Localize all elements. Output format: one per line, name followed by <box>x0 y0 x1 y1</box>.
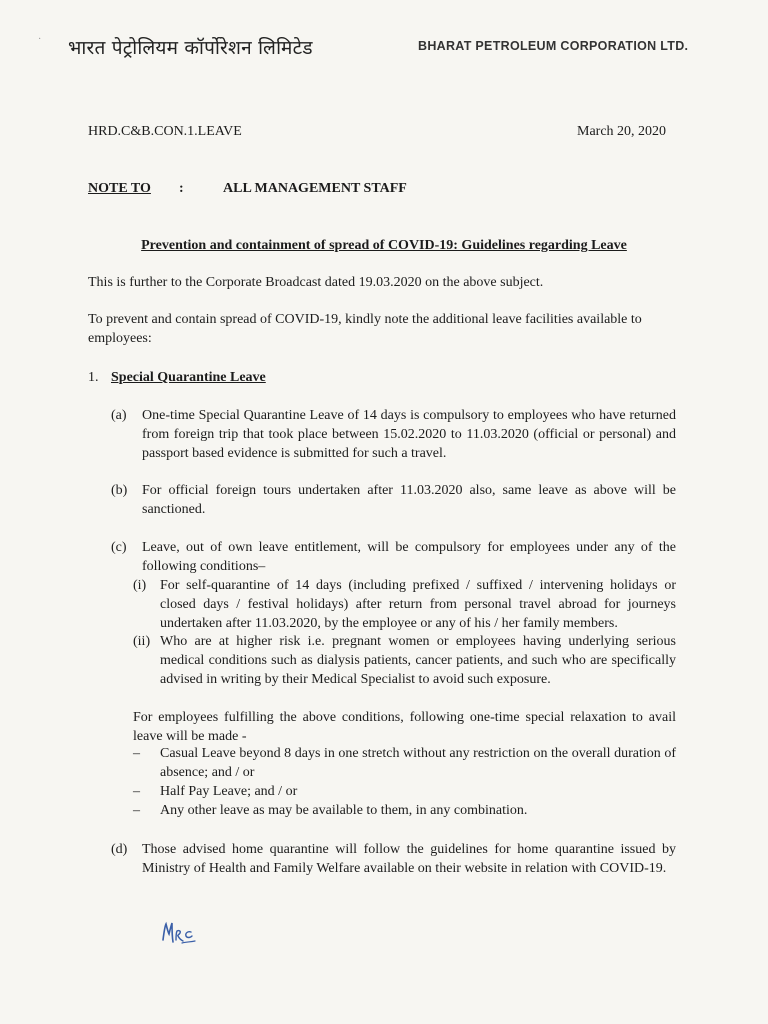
dash-item-text: Any other leave as may be available to them, in any combination. <box>160 803 528 818</box>
document-date: March 20, 2020 <box>577 124 667 139</box>
dash-marker: – <box>133 746 140 761</box>
sub-item-text: For self-quarantine of 14 days (including prefixed / suffixed / intervening holidays or closed days / festival holidays) after return from personal travel abroad for journeys undertaken after 11.03.2020, by the employee or any of his / her family members. <box>160 578 676 631</box>
note-to-recipient: ALL MANAGEMENT STAFF <box>223 181 407 196</box>
list-marker: (a) <box>111 408 127 423</box>
relaxation-paragraph: For employees fulfilling the above conditions, following one-time special relaxation to avail leave will be made - <box>133 710 676 744</box>
note-to-label: NOTE TO <box>88 181 151 196</box>
dash-marker: – <box>133 784 140 799</box>
handwritten-initials <box>160 918 200 948</box>
list-marker: (d) <box>111 842 128 857</box>
letterhead-hindi-name: भारत पेट्रोलियम कॉर्पोरेशन लिमिटेड <box>68 37 313 59</box>
note-to-line <box>88 181 407 197</box>
list-item-text: For official foreign tours undertaken after 11.03.2020 also, same leave as above will be sanctioned. <box>142 483 676 517</box>
list-item-text: One-time Special Quarantine Leave of 14 days is compulsory to employees who have returned from foreign trip that took place between 15.02.2020 to 11.03.2020 (official or personal) and passport based evidence is submitted for such a travel. <box>142 408 676 461</box>
note-to-colon: : <box>179 181 184 196</box>
subject-heading: Prevention and containment of spread of COVID-19: Guidelines regarding Leave <box>141 238 627 253</box>
sub-item-text: Who are at higher risk i.e. pregnant women or employees having underlying serious medical conditions such as dialysis patients, cancer patients, and such who are specifically advised in writing by their Medical Specialist to avoid such exposure. <box>160 634 676 687</box>
section-number: 1. <box>88 370 99 385</box>
dash-item-text: Half Pay Leave; and / or <box>160 784 298 799</box>
intro-paragraph-2: To prevent and contain spread of COVID-19, kindly note the additional leave facilities available to employees: <box>88 312 642 346</box>
list-item-text: Those advised home quarantine will follow the guidelines for home quarantine issued by Ministry of Health and Family Welfare available on their website in relation with COVID-19. <box>142 842 676 876</box>
list-marker: (b) <box>111 483 128 498</box>
dash-item-text: Casual Leave beyond 8 days in one stretch without any restriction on the overall duration of absence; and / or <box>160 746 676 780</box>
letterhead-english-name: BHARAT PETROLEUM CORPORATION LTD. <box>418 39 689 53</box>
section-title: Special Quarantine Leave <box>111 370 266 385</box>
scan-speck: · <box>38 34 42 45</box>
sub-item-marker: (i) <box>133 578 147 593</box>
list-marker: (c) <box>111 540 127 555</box>
intro-paragraph-1: This is further to the Corporate Broadcast dated 19.03.2020 on the above subject. <box>88 275 544 290</box>
reference-number: HRD.C&B.CON.1.LEAVE <box>88 124 242 139</box>
list-item-text: Leave, out of own leave entitlement, will be compulsory for employees under any of the following conditions– <box>142 540 676 574</box>
sub-item-marker: (ii) <box>133 634 151 649</box>
dash-marker: – <box>133 803 140 818</box>
